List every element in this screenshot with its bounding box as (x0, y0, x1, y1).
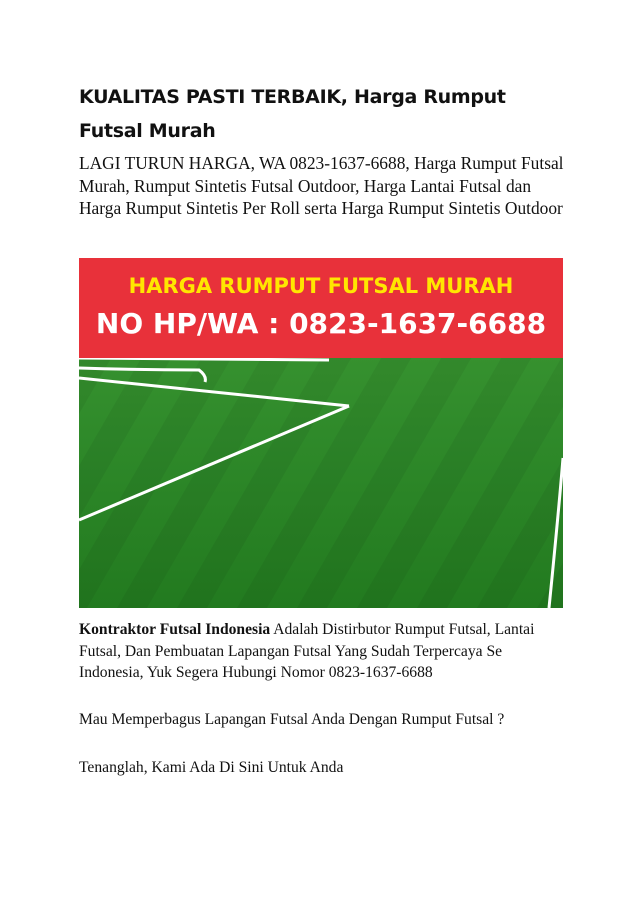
question-paragraph: Mau Memperbagus Lapangan Futsal Anda Dengan Rumput Futsal ? (79, 711, 505, 728)
futsal-field-illustration (79, 258, 563, 608)
closing-paragraph: Tenanglah, Kami Ada Di Sini Untuk Anda (79, 759, 344, 776)
banner-headline: HARGA RUMPUT FUTSAL MURAH (128, 274, 514, 298)
document-title: KUALITAS PASTI TERBAIK, Harga Rumput Futsal Murah (79, 86, 506, 142)
banner-phone: NO HP/WA : 0823-1637-6688 (95, 307, 547, 340)
lead-paragraph: LAGI TURUN HARGA, WA 0823-1637-6688, Harga Rumput Futsal Murah, Rumput Sintetis Futsal Outdoor, Harga Lantai Futsal dan Harga Rumput Sintetis Per Roll serta Harga Rumput Sintetis Outdoor (79, 153, 564, 218)
intro-paragraph-text: Adalah Distirbutor Rumput Futsal, Lantai Futsal, Dan Pembuatan Lapangan Futsal Yang Sudah Terpercaya Se Indonesia, Yuk Segera Hubungi Nomor 0823-1637-6688 (79, 621, 535, 681)
futsal-field-image (79, 258, 563, 608)
intro-paragraph (79, 619, 559, 684)
company-name: Kontraktor Futsal Indonesia (79, 621, 271, 638)
